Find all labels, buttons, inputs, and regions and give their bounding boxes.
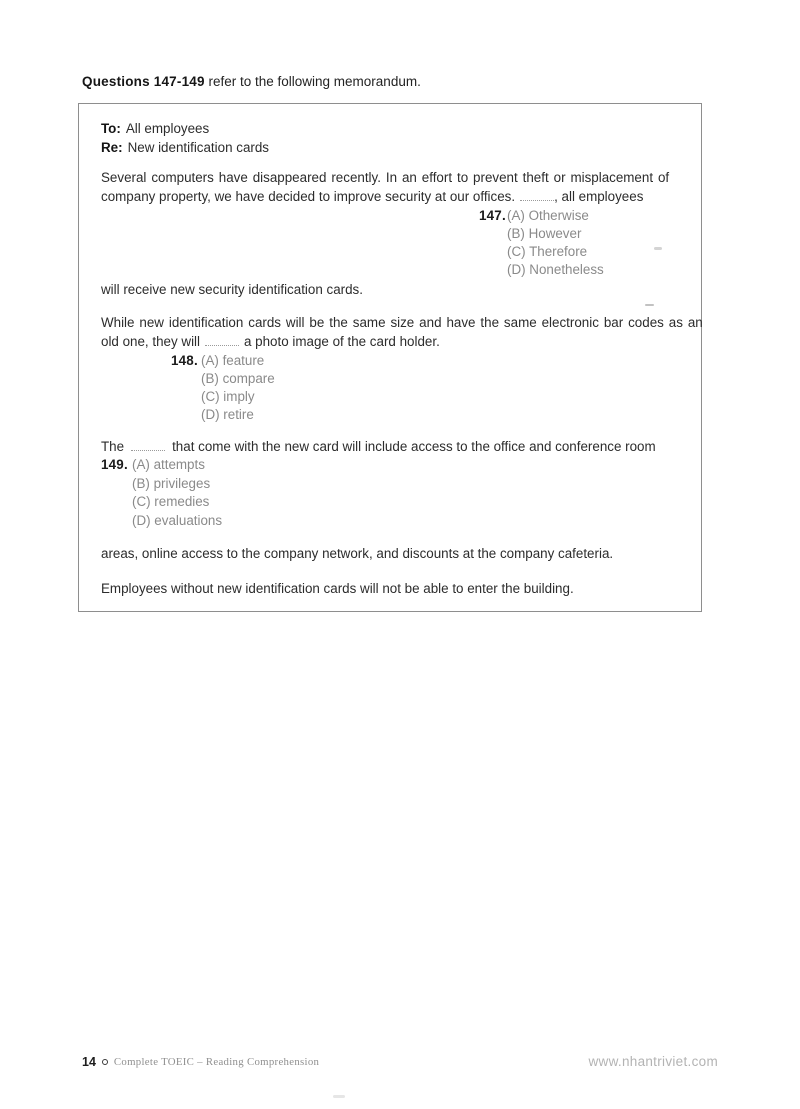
memorandum-box	[78, 103, 702, 612]
re-label: Re:	[101, 140, 123, 155]
question-147-option-a: (A) Otherwise	[507, 208, 589, 223]
bullet-circle-icon	[102, 1059, 108, 1065]
answer-blank-148	[205, 335, 239, 346]
re-value: New identification cards	[127, 140, 269, 155]
question-147-option-c: (C) Therefore	[507, 244, 588, 259]
paragraph2-line2-pre: old one, they will	[101, 334, 200, 349]
paragraph3-line1-pre: The	[101, 439, 125, 454]
question-148-option-b: (B) compare	[201, 371, 275, 386]
question-147-number: 147.	[479, 208, 506, 223]
page-number: 14	[82, 1055, 96, 1069]
footer-left	[82, 1055, 319, 1069]
to-value: All employees	[125, 121, 210, 136]
paragraph1-line2-post: , all employees	[554, 189, 644, 204]
paragraph1-continuation: will receive new security identification cards.	[101, 282, 363, 297]
paragraph3-continuation: areas, online access to the company network, and discounts at the company cafeteria.	[101, 546, 614, 561]
question-149-option-d: (D) evaluations	[132, 513, 223, 528]
answer-blank-149	[131, 440, 165, 451]
question-147-option-a-line	[479, 209, 589, 223]
question-147-option-d: (D) Nonetheless	[507, 262, 604, 277]
paragraph1-line2-pre: company property, we have decided to improve security at our offices.	[101, 189, 516, 204]
paragraph1-line2	[101, 190, 643, 204]
paragraph3-line1-post: that come with the new card will include access to the office and conference room	[172, 439, 656, 454]
paragraph2-line1: While new identification cards will be the same size and have the same electronic bar codes as an	[101, 315, 703, 330]
scan-artifact	[333, 1095, 345, 1098]
website-url: www.nhantriviet.com	[588, 1054, 718, 1069]
question-148-option-c: (C) imply	[201, 389, 255, 404]
question-148-option-a-line	[171, 354, 264, 368]
question-148-option-d: (D) retire	[201, 407, 254, 422]
questions-header	[82, 74, 421, 89]
paragraph3-line1	[101, 440, 656, 454]
question-148-number: 148.	[171, 353, 198, 368]
paragraph1-line1: Several computers have disappeared recently. In an effort to prevent theft or misplacement of	[101, 170, 670, 185]
paragraph2-line2	[101, 335, 440, 349]
scan-artifact	[645, 304, 654, 306]
paragraph2-line2-post: a photo image of the card holder.	[244, 334, 440, 349]
question-147-option-b: (B) However	[507, 226, 582, 241]
question-149-option-a: (A) attempts	[132, 457, 205, 472]
question-148-option-a: (A) feature	[201, 353, 265, 368]
memo-re-line	[101, 141, 269, 155]
to-label: To:	[101, 121, 121, 136]
answer-blank-147	[520, 190, 554, 201]
questions-header-text: refer to the following memorandum.	[208, 74, 421, 89]
question-149-option-b: (B) privileges	[132, 476, 211, 491]
memo-to-line	[101, 122, 209, 136]
question-149-number: 149.	[101, 457, 128, 472]
question-149-option-a-line	[101, 458, 205, 472]
paragraph4: Employees without new identification cards will not be able to enter the building.	[101, 581, 574, 596]
scan-artifact	[654, 247, 662, 250]
book-title: Complete TOEIC – Reading Comprehension	[113, 1056, 320, 1068]
questions-range: Questions 147-149	[82, 74, 205, 89]
question-149-option-c: (C) remedies	[132, 494, 210, 509]
